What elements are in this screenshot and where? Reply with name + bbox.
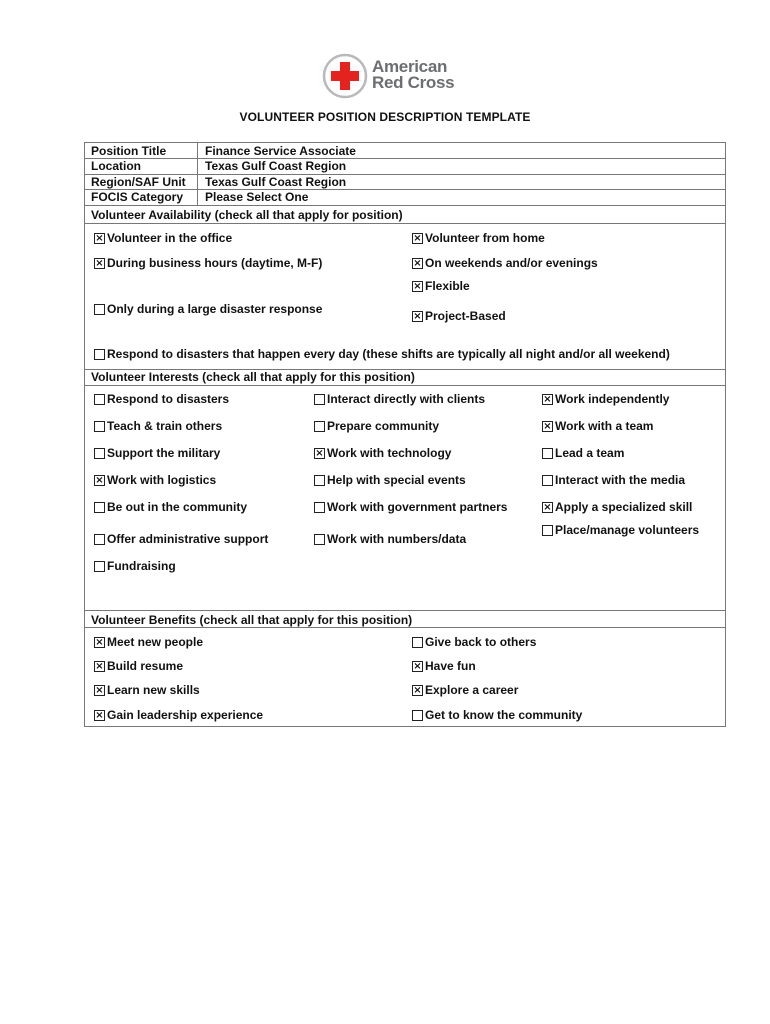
checkbox[interactable]: × (413, 280, 422, 292)
checkbox[interactable] (94, 394, 105, 405)
interests-header: Volunteer Interests (check all that apply for this position) (91, 370, 415, 384)
option-label: Volunteer in the office (107, 231, 233, 245)
checkbox[interactable] (412, 710, 423, 721)
option-label: Interact with the media (555, 473, 686, 487)
option-label: Work independently (555, 392, 670, 406)
interest-administrative-support[interactable] (94, 532, 268, 546)
option-flexible[interactable] (412, 279, 470, 293)
option-label: Work with logistics (107, 473, 217, 487)
interest-work-with-team[interactable] (542, 419, 653, 433)
interest-specialized-skill[interactable] (542, 500, 692, 514)
option-respond-every-day[interactable] (94, 347, 670, 361)
option-label: Be out in the community (107, 500, 248, 514)
option-label: On weekends and/or evenings (425, 256, 598, 270)
interest-lead-team[interactable] (542, 446, 624, 460)
interest-work-independently[interactable] (542, 392, 669, 406)
checkbox[interactable]: × (95, 636, 104, 648)
option-label: Lead a team (555, 446, 625, 460)
option-label: During business hours (daytime, M-F) (107, 256, 323, 270)
benefit-know-community[interactable] (412, 708, 582, 722)
interest-teach-train[interactable] (94, 419, 222, 433)
interest-numbers-data[interactable] (314, 532, 466, 546)
option-large-disaster-only[interactable] (94, 302, 322, 316)
checkbox[interactable] (94, 421, 105, 432)
region-saf-unit-value[interactable]: Texas Gulf Coast Region (205, 175, 347, 189)
region-saf-unit-label: Region/SAF Unit (91, 175, 186, 189)
option-business-hours[interactable] (94, 256, 322, 270)
position-title-value[interactable]: Finance Service Associate (205, 144, 356, 158)
checkbox[interactable]: × (95, 709, 104, 721)
checkbox[interactable]: × (315, 447, 324, 459)
checkbox[interactable] (94, 448, 105, 459)
checkbox[interactable]: × (95, 232, 104, 244)
checkbox[interactable] (314, 475, 325, 486)
checkbox[interactable]: × (95, 474, 104, 486)
checkbox[interactable] (314, 534, 325, 545)
interest-special-events[interactable] (314, 473, 466, 487)
interest-work-with-logistics[interactable] (94, 473, 216, 487)
availability-header: Volunteer Availability (check all that apply for position) (91, 208, 403, 222)
focis-category-label: FOCIS Category (91, 190, 184, 204)
logo-wordmark (372, 59, 454, 91)
page-title: VOLUNTEER POSITION DESCRIPTION TEMPLATE (239, 110, 531, 124)
checkbox[interactable] (314, 421, 325, 432)
checkbox[interactable] (314, 502, 325, 513)
option-label: Prepare community (327, 419, 440, 433)
interest-fundraising[interactable] (94, 559, 176, 573)
checkbox[interactable] (94, 349, 105, 360)
checkbox[interactable] (542, 448, 553, 459)
logo-line-2: Red Cross (372, 73, 455, 92)
checkbox[interactable] (412, 637, 423, 648)
benefit-have-fun[interactable] (412, 659, 476, 673)
option-project-based[interactable] (412, 309, 506, 323)
location-value[interactable]: Texas Gulf Coast Region (205, 159, 347, 173)
benefit-leadership-experience[interactable] (94, 708, 263, 722)
interest-interact-with-clients[interactable] (314, 392, 485, 406)
location-label: Location (91, 159, 141, 173)
option-label: Only during a large disaster response (107, 302, 323, 316)
interest-out-in-community[interactable] (94, 500, 247, 514)
american-red-cross-logo (322, 53, 462, 101)
option-volunteer-from-home[interactable] (412, 231, 545, 245)
option-label: Offer administrative support (107, 532, 269, 546)
checkbox[interactable] (314, 394, 325, 405)
interest-work-with-technology[interactable] (314, 446, 451, 460)
checkbox[interactable] (542, 525, 553, 536)
option-label: Get to know the community (425, 708, 583, 722)
option-label: Explore a career (425, 683, 519, 697)
option-label: Meet new people (107, 635, 204, 649)
interest-interact-with-media[interactable] (542, 473, 685, 487)
checkbox[interactable]: × (95, 660, 104, 672)
option-label: Apply a specialized skill (555, 500, 693, 514)
interest-prepare-community[interactable] (314, 419, 439, 433)
position-title-label: Position Title (91, 144, 167, 158)
option-label: Work with numbers/data (327, 532, 467, 546)
checkbox[interactable]: × (543, 393, 552, 405)
option-label: Flexible (425, 279, 470, 293)
checkbox[interactable]: × (413, 310, 422, 322)
option-label: Work with government partners (327, 500, 508, 514)
benefit-learn-new-skills[interactable] (94, 683, 200, 697)
option-label: Support the military (107, 446, 221, 460)
checkbox[interactable] (94, 561, 105, 572)
option-label: Have fun (425, 659, 476, 673)
benefit-meet-new-people[interactable] (94, 635, 203, 649)
checkbox[interactable]: × (543, 420, 552, 432)
checkbox[interactable]: × (413, 684, 422, 696)
checkbox[interactable]: × (95, 257, 104, 269)
checkbox[interactable]: × (413, 257, 422, 269)
option-weekends-evenings[interactable] (412, 256, 598, 270)
focis-category-value[interactable]: Please Select One (205, 190, 309, 204)
benefit-build-resume[interactable] (94, 659, 183, 673)
option-label: Work with technology (327, 446, 452, 460)
checkbox[interactable] (94, 304, 105, 315)
option-label: Place/manage volunteers (555, 523, 700, 537)
interest-place-manage-volunteers[interactable] (542, 523, 699, 537)
checkbox[interactable] (542, 475, 553, 486)
option-label: Project-Based (425, 309, 506, 323)
option-label: Fundraising (107, 559, 176, 573)
checkbox[interactable]: × (543, 501, 552, 513)
option-label: Teach & train others (107, 419, 223, 433)
logo-line-1: American (372, 57, 448, 76)
option-label: Learn new skills (107, 683, 200, 697)
interest-government-partners[interactable] (314, 500, 507, 514)
benefit-give-back[interactable] (412, 635, 536, 649)
option-label: Respond to disasters (107, 392, 230, 406)
checkbox[interactable]: × (413, 232, 422, 244)
option-label: Work with a team (555, 419, 654, 433)
option-label: Interact directly with clients (327, 392, 486, 406)
option-label: Volunteer from home (425, 231, 545, 245)
option-label: Give back to others (425, 635, 537, 649)
red-cross-icon (322, 53, 368, 99)
option-volunteer-in-office[interactable] (94, 231, 232, 245)
option-label: Build resume (107, 659, 184, 673)
interest-respond-to-disasters[interactable] (94, 392, 229, 406)
checkbox[interactable] (94, 534, 105, 545)
option-label: Help with special events (327, 473, 466, 487)
checkbox[interactable]: × (95, 684, 104, 696)
interest-support-military[interactable] (94, 446, 220, 460)
option-label: Respond to disasters that happen every day (these shifts are typically all night and/or all weekend) (107, 347, 670, 361)
benefits-header: Volunteer Benefits (check all that apply for this position) (91, 613, 413, 627)
option-label: Gain leadership experience (107, 708, 264, 722)
checkbox[interactable]: × (413, 660, 422, 672)
checkbox[interactable] (94, 502, 105, 513)
benefit-explore-career[interactable] (412, 683, 518, 697)
position-form (84, 142, 726, 727)
